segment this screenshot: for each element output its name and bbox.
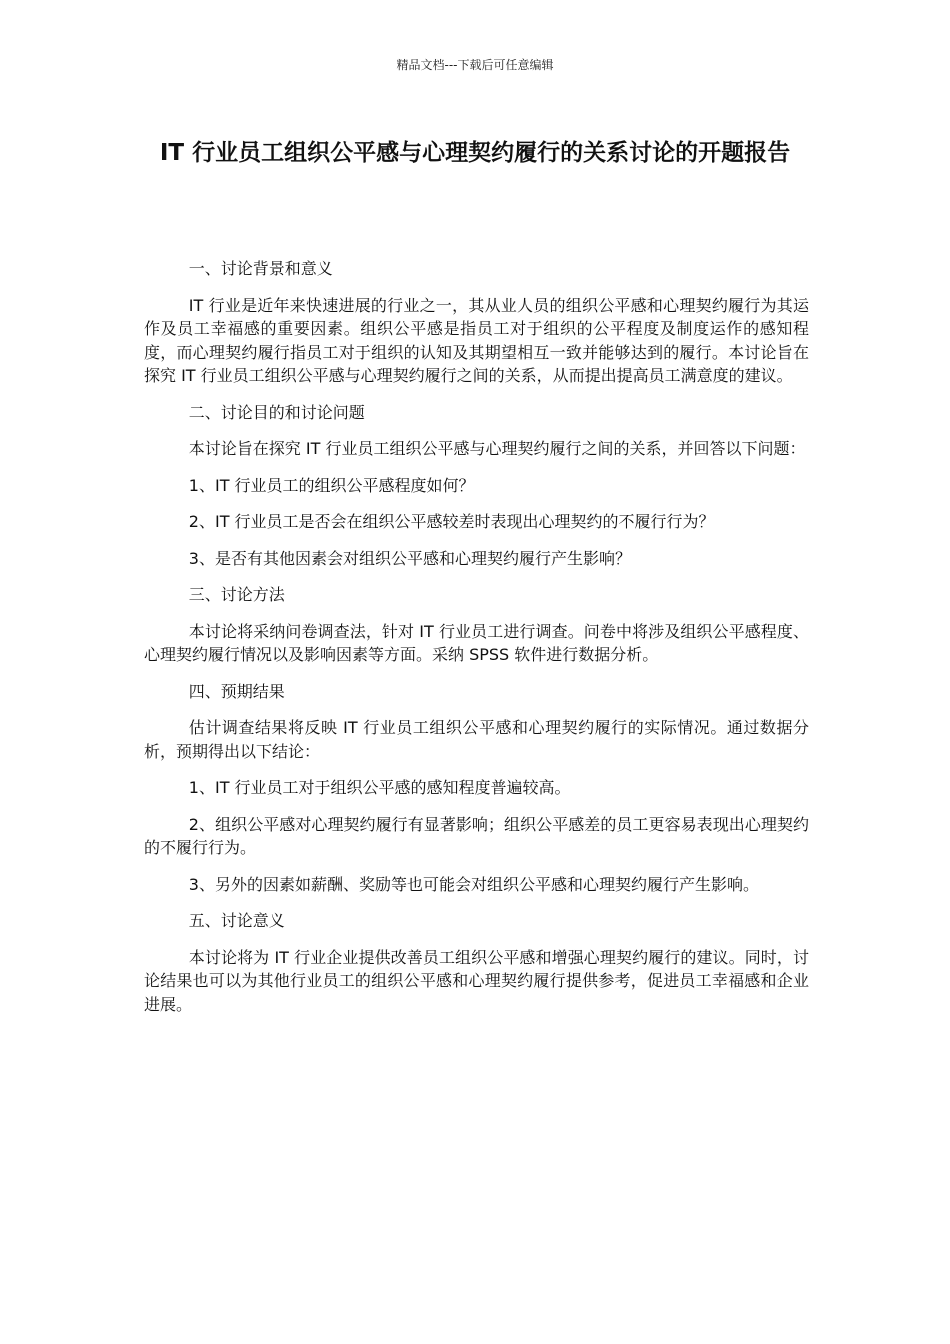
conclusion-item-2: 2、组织公平感对心理契约履行有显著影响；组织公平感差的员工更容易表现出心理契约的不履行行为。 <box>144 814 809 857</box>
document-title: IT 行业员工组织公平感与心理契约履行的关系讨论的开题报告 <box>159 140 791 166</box>
section-heading-expected-results: 四、预期结果 <box>188 681 285 701</box>
section-heading-purpose: 二、讨论目的和讨论问题 <box>188 402 365 422</box>
question-item-1: 1、IT 行业员工的组织公平感程度如何？ <box>188 475 475 495</box>
document-body <box>144 257 809 1029</box>
section-heading-method: 三、讨论方法 <box>188 585 285 604</box>
conclusion-item-3: 3、另外的因素如薪酬、奖励等也可能会对组织公平感和心理契约履行产生影响。 <box>188 874 759 894</box>
paragraph-background: IT 行业是近年来快速进展的行业之一，其从业人员的组织公平感和心理契约履行为其运作及员工幸福感的重要因素。组织公平感是指员工对于组织的公平程度及制度运作的感知程度，而心理契约履行指员工对于组织的认知及其期望相互一致并能够达到的履行。本讨论旨在探究 IT 行业员工组织公平感与心理契约履行之间的关系，从而提出提高员工满意度的建议。 <box>144 295 809 385</box>
section-heading-significance: 五、讨论意义 <box>188 911 285 930</box>
question-item-3: 3、是否有其他因素会对组织公平感和心理契约履行产生影响？ <box>188 548 631 568</box>
paragraph-expected-results: 估计调查结果将反映 IT 行业员工组织公平感和心理契约履行的实际情况。通过数据分析，预期得出以下结论： <box>144 718 809 761</box>
paragraph-significance: 本讨论将为 IT 行业企业提供改善员工组织公平感和增强心理契约履行的建议。同时，讨论结果也可以为其他行业员工的组织公平感和心理契约履行提供参考，促进员工幸福感和企业进展。 <box>144 947 809 1014</box>
conclusion-item-1: 1、IT 行业员工对于组织公平感的感知程度普遍较高。 <box>188 778 571 797</box>
section-heading-background: 一、讨论背景和意义 <box>188 259 333 278</box>
question-item-2: 2、IT 行业员工是否会在组织公平感较差时表现出心理契约的不履行行为？ <box>188 512 715 531</box>
header-note: 精品文档---下载后可任意编辑 <box>396 58 554 72</box>
paragraph-method: 本讨论将采纳问卷调查法，针对 IT 行业员工进行调查。问卷中将涉及组织公平感程度、心理契约履行情况以及影响因素等方面。采纳 SPSS 软件进行数据分析。 <box>144 621 809 664</box>
paragraph-purpose: 本讨论旨在探究 IT 行业员工组织公平感与心理契约履行之间的关系，并回答以下问题： <box>188 439 806 458</box>
